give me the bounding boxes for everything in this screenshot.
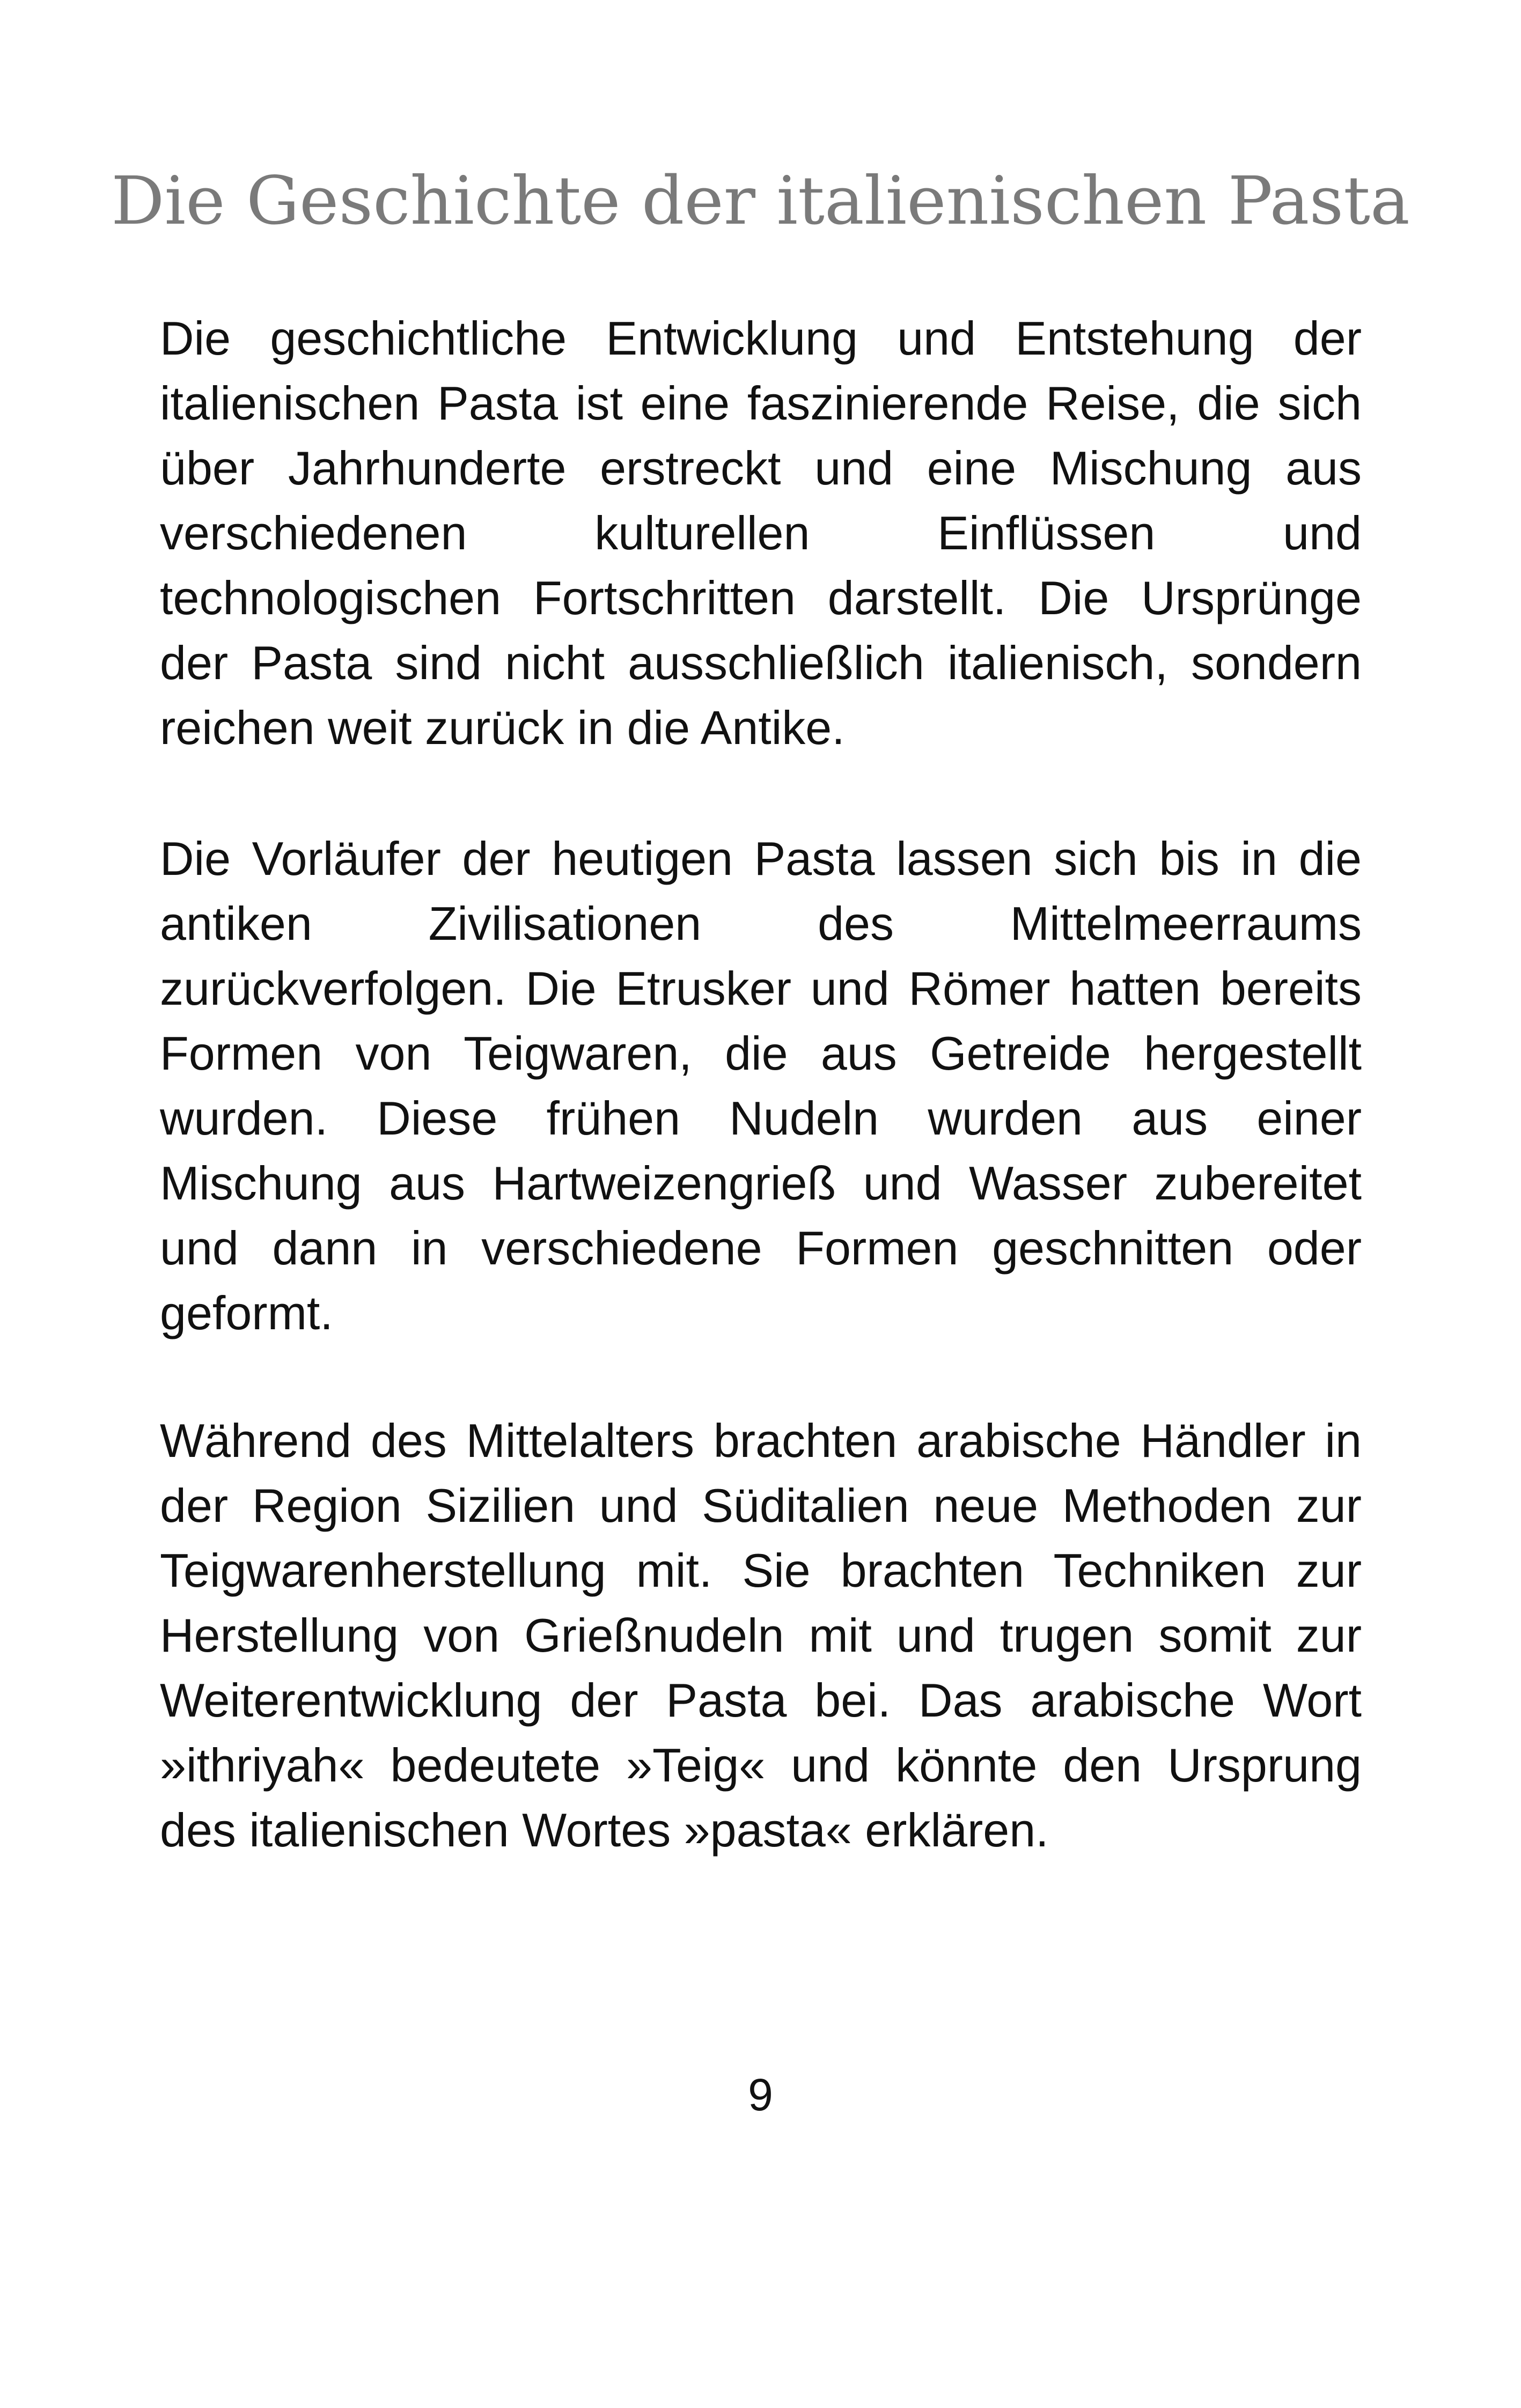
paragraph-3: Während des Mittelalters brachten arabische Händler in der Region Sizilien und Süditalien neue Methoden zur Teigwarenherstellung mit. Sie brachten Techniken zur Herstellung von Grießnudeln mit und trugen somit zur Weiterentwicklung der Pasta bei. Das arabische Wort »ithriyah« bedeutete »Teig« und könnte den Ursprung des italienischen Wortes »pasta« erklären. — [160, 1414, 1362, 1857]
page-number: 9 — [748, 2070, 773, 2120]
paragraph-2: Die Vorläufer der heutigen Pasta lassen sich bis in die antiken Zivilisationen des Mittelmeerraums zurückverfolgen. Die Etrusker und Römer hatten bereits Formen von Teigwaren, die aus Getreide hergestellt wurden. Diese frühen Nudeln wurden aus einer Mischung aus Hartweizengrieß und Wasser zubereitet und dann in verschiedene Formen geschnitten oder geformt. — [160, 832, 1362, 1339]
page-title: Die Geschichte der italienischen Pasta — [111, 163, 1410, 240]
paragraph-1: Die geschichtliche Entwicklung und Entstehung der italienischen Pasta ist eine faszinierende Reise, die sich über Jahrhunderte erstreckt und eine Mischung aus verschiedenen kulturellen Einflüssen und technologischen Fortschritten darstellt. Die Ursprünge der Pasta sind nicht ausschließlich italienisch, sondern reichen weit zurück in die Antike. — [160, 312, 1362, 754]
